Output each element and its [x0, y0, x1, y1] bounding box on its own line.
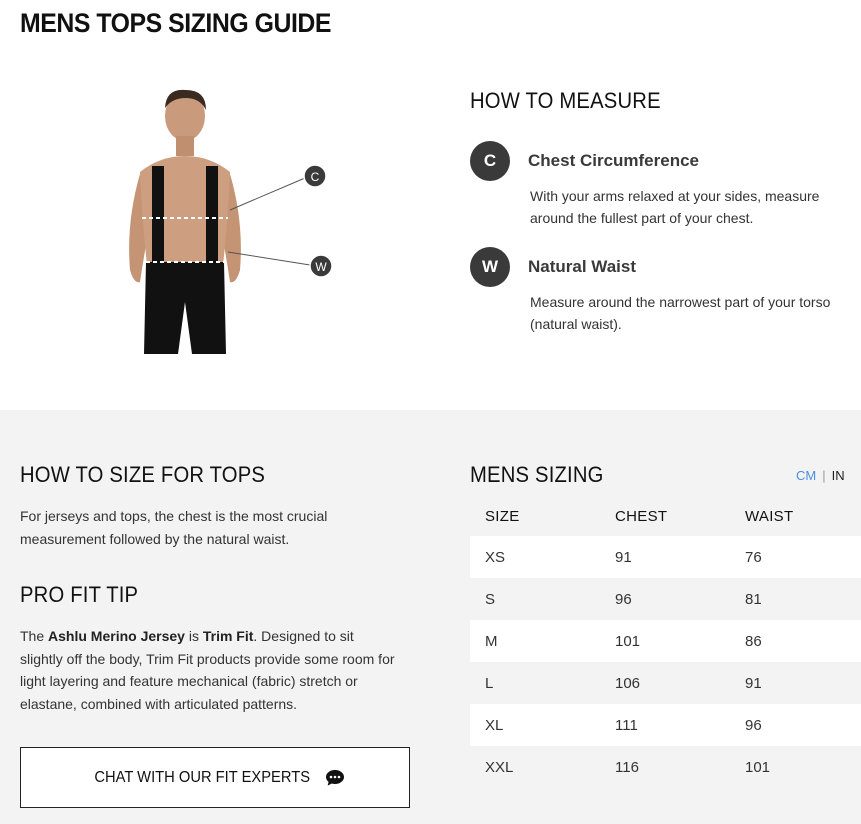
- tip-text-after: . Designed to sit slightly off the body, Trim Fit products provide some room for light layering and feature mechanical (fabric) stretch or elastane, combined with articulated patterns.: [20, 628, 395, 712]
- tip-text-before: The: [20, 628, 49, 644]
- table-header-row: [470, 496, 861, 536]
- svg-text:W: W: [315, 260, 327, 274]
- fit-name: Trim Fit: [202, 628, 254, 644]
- pro-fit-tip-title: PRO FIT TIP: [20, 582, 139, 607]
- unit-in-link[interactable]: IN: [831, 468, 845, 483]
- cell-waist: 76: [745, 548, 762, 566]
- table-row: [470, 662, 861, 704]
- cell-chest: 96: [615, 590, 632, 608]
- svg-text:C: C: [310, 170, 320, 184]
- table-row: [470, 746, 861, 788]
- measure-description: With your arms relaxed at your sides, measure around the fullest part of your chest.: [530, 188, 820, 226]
- unit-cm-link[interactable]: CM: [796, 468, 817, 483]
- mens-sizing-title: MENS SIZING: [470, 462, 604, 487]
- cell-size: XXL: [485, 758, 514, 776]
- cell-waist: 101: [745, 758, 771, 776]
- cell-size: XS: [485, 548, 506, 566]
- cell-waist: 81: [745, 590, 762, 608]
- cell-chest: 106: [615, 674, 641, 692]
- cell-waist: 96: [745, 716, 762, 734]
- table-row: [470, 620, 861, 662]
- chat-button-label: CHAT WITH OUR FIT EXPERTS: [94, 768, 310, 786]
- sizing-table: [470, 496, 861, 788]
- how-to-measure-title: HOW TO MEASURE: [470, 88, 661, 113]
- cell-waist: 91: [745, 674, 762, 692]
- header-size: SIZE: [485, 507, 520, 525]
- model-figure: [100, 82, 340, 354]
- how-to-size-title: HOW TO SIZE FOR TOPS: [20, 462, 266, 487]
- chat-fit-experts-button[interactable]: [20, 747, 410, 808]
- waist-badge-icon: W: [470, 247, 510, 287]
- cell-waist: 86: [745, 632, 762, 650]
- cell-size: M: [485, 632, 498, 650]
- pro-fit-tip-text: [20, 625, 400, 715]
- tip-text-mid: is: [184, 628, 203, 644]
- header-chest: CHEST: [615, 507, 668, 525]
- cell-size: S: [485, 590, 496, 608]
- table-row: [470, 536, 861, 578]
- measure-name: Chest Circumference: [528, 151, 700, 170]
- chat-bubble-icon: [325, 769, 345, 787]
- table-row: [470, 704, 861, 746]
- product-name: Ashlu Merino Jersey: [48, 628, 185, 644]
- chest-marker-icon: [304, 165, 326, 187]
- page-title: MENS TOPS SIZING GUIDE: [20, 8, 332, 38]
- cell-chest: 101: [615, 632, 641, 650]
- cell-chest: 111: [615, 716, 638, 734]
- chest-badge-icon: C: [470, 141, 510, 181]
- cell-chest: 91: [615, 548, 632, 566]
- measure-name: Natural Waist: [528, 257, 637, 276]
- table-row: [470, 578, 861, 620]
- unit-separator: |: [822, 468, 826, 483]
- header-waist: WAIST: [745, 507, 794, 525]
- unit-toggle: [796, 468, 845, 483]
- cell-size: XL: [485, 716, 504, 734]
- measure-description: Measure around the narrowest part of your torso (natural waist).: [530, 294, 831, 332]
- how-to-size-text: For jerseys and tops, the chest is the most crucial measurement followed by the natural waist.: [20, 508, 328, 547]
- waist-marker-icon: [310, 255, 332, 277]
- cell-chest: 116: [615, 758, 639, 776]
- cell-size: L: [485, 674, 494, 692]
